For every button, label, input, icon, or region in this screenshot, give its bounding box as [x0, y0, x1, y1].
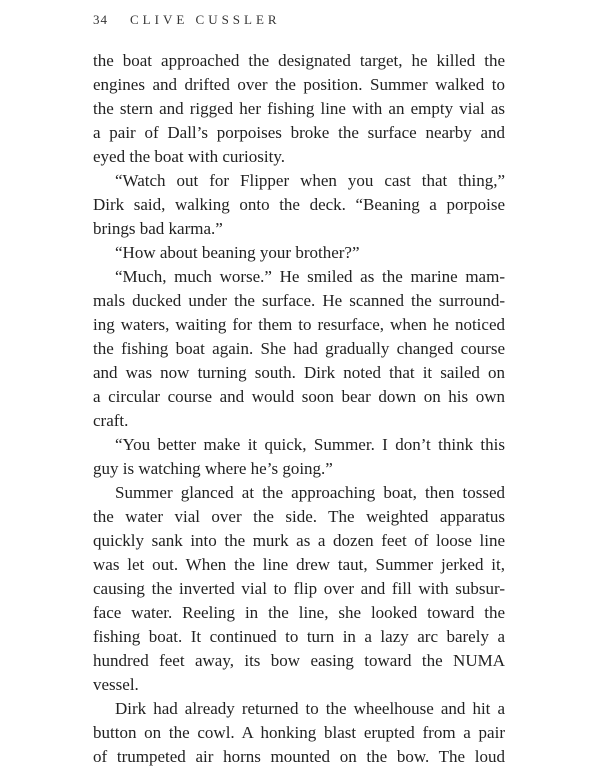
- text-line: “How about beaning your brother?”: [115, 243, 360, 262]
- text-line: was let out. When the line drew taut, Summer jerked it,: [93, 555, 505, 574]
- text-line: eyed the boat with curiosity.: [93, 147, 285, 166]
- text-line: causing the inverted vial to flip over and fill with subsur-: [93, 579, 505, 598]
- text-line: ing waters, waiting for them to resurface, when he noticed: [93, 315, 505, 334]
- text-line: the boat approached the designated target, he killed the: [93, 51, 505, 70]
- text-line: quickly sank into the murk as a dozen feet of loose line: [93, 531, 505, 550]
- running-head: [93, 12, 281, 28]
- text-line: mals ducked under the surface. He scanned the surround-: [93, 291, 505, 310]
- text-line: a circular course and would soon bear down on his own: [93, 387, 505, 406]
- text-line: fishing boat. It continued to turn in a lazy arc barely a: [93, 627, 505, 646]
- text-line: Dirk had already returned to the wheelhouse and hit a: [115, 699, 505, 718]
- text-line: Dirk said, walking onto the deck. “Beaning a porpoise: [93, 195, 505, 214]
- text-line: hundred feet away, its bow easing toward the NUMA: [93, 651, 505, 670]
- text-line: the water vial over the side. The weighted apparatus: [93, 507, 505, 526]
- text-line: the fishing boat again. She had gradually changed course: [93, 339, 505, 358]
- text-line: guy is watching where he’s going.”: [93, 459, 333, 478]
- text-line: “Much, much worse.” He smiled as the marine mam-: [115, 267, 505, 286]
- text-line: “You better make it quick, Summer. I don’t think this: [115, 435, 505, 454]
- author-name: CLIVE CUSSLER: [130, 12, 281, 27]
- body-text: [93, 49, 505, 769]
- text-line: the stern and rigged her fishing line with an empty vial as: [93, 99, 505, 118]
- text-line: of trumpeted air horns mounted on the bow. The loud: [93, 747, 505, 766]
- page-number: 34: [93, 12, 108, 27]
- text-line: and was now turning south. Dirk noted that it sailed on: [93, 363, 505, 382]
- text-line: vessel.: [93, 675, 139, 694]
- text-line: a pair of Dall’s porpoises broke the surface nearby and: [93, 123, 505, 142]
- text-line: “Watch out for Flipper when you cast that thing,”: [115, 171, 505, 190]
- text-line: craft.: [93, 411, 129, 430]
- text-line: engines and drifted over the position. Summer walked to: [93, 75, 505, 94]
- text-line: face water. Reeling in the line, she looked toward the: [93, 603, 505, 622]
- text-line: Summer glanced at the approaching boat, then tossed: [115, 483, 505, 502]
- text-line: brings bad karma.”: [93, 219, 223, 238]
- text-line: button on the cowl. A honking blast erupted from a pair: [93, 723, 505, 742]
